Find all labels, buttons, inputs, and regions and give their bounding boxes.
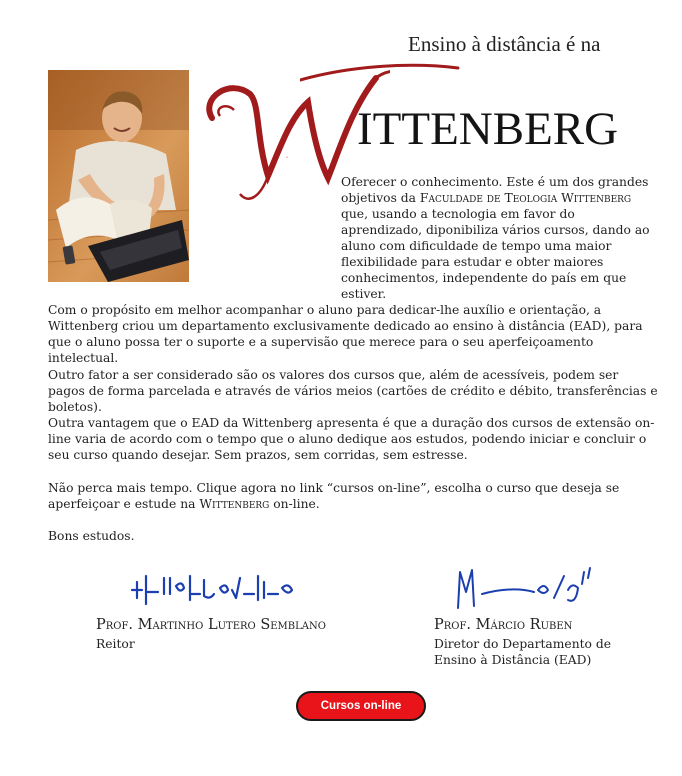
signature-rector <box>128 570 300 610</box>
cta-lead: Não perca mais tempo. Clique agora no link “cursos on-line”, escolha o curso que deseja se aperfeiçoar e estude na <box>48 481 620 511</box>
student-with-laptop-image <box>48 70 189 282</box>
director-role: Diretor do Departamento de Ensino à Distância (EAD) <box>434 637 612 667</box>
signature-director <box>452 564 600 614</box>
faculty-name: Faculdade de Teologia Wittenberg <box>419 191 632 205</box>
student-photo <box>48 70 189 282</box>
paragraph-flexibility: Outra vantagem que o EAD da Wittenberg apresenta é que a duração dos cursos de extensão on-line varia de acordo com o tempo que o aluno dedique aos estudos, podendo iniciar e concluir o seu curso quando desejar. Sem prazos, sem corridas, sem estresse. <box>48 416 655 462</box>
intro-text <box>341 174 656 302</box>
closing-text: Bons estudos. <box>48 529 135 543</box>
wittenberg-name: Wittenberg <box>199 497 270 511</box>
rector-name: Prof. Martinho Lutero Semblano <box>96 617 326 633</box>
brand-swash <box>300 62 460 82</box>
intro-lead: Oferecer o conhecimento. Este é um dos grandes objetivos da <box>341 175 649 205</box>
cta-tail: on-line. <box>269 497 320 511</box>
paragraph-call-to-action <box>48 480 658 512</box>
brand-name: ITTENBERG <box>357 103 619 155</box>
online-courses-button[interactable]: Cursos on-line <box>296 691 426 721</box>
paragraph-pricing: Outro fator a ser considerado são os valores dos cursos que, além de acessíveis, podem ser pagos de forma parcelada e através de vários meios (cartões de crédito e débito, transferências e boletos). <box>48 368 658 414</box>
paragraph-ead-department: Com o propósito em melhor acompanhar o aluno para dedicar-lhe auxílio e orientação, a Wittenberg criou um departamento exclusivamente dedicado ao ensino à distância (EAD), para que o aluno possa ter o suporte e a supervisão que merece para o seu aperfeiçoamento intelectual. <box>48 303 643 365</box>
tagline: Ensino à distância é na <box>408 32 601 56</box>
rector-role: Reitor <box>96 637 135 651</box>
brand-initial: W <box>286 157 288 159</box>
intro-rest: que, usando a tecnologia em favor do aprendizado, diponibiliza vários cursos, dando ao aluno com dificuldade de tempo uma maior flexibilidade para estudar e obter maiores conhecimentos, independente do país em que estiver. <box>341 207 650 301</box>
director-name: Prof. Márcio Ruben <box>434 617 573 633</box>
